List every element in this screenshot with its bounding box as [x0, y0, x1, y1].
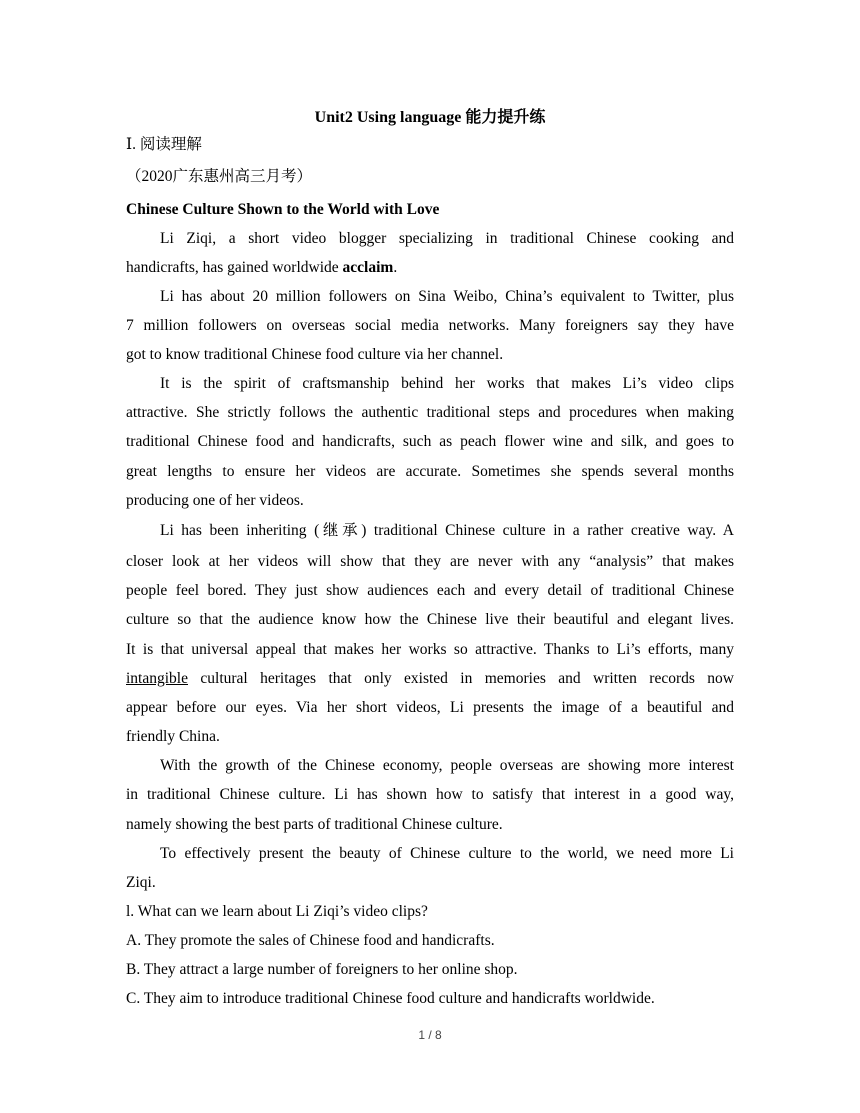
question-1-stem: l. What can we learn about Li Ziqi’s video clips? [126, 903, 428, 920]
p4-line-4: culture so that the audience know how the Chinese live their beautiful and elegant lives. [126, 611, 734, 628]
question-1-option-c: C. They aim to introduce traditional Chinese food culture and handicrafts worldwide. [126, 990, 655, 1007]
p1-line-2: handicrafts, has gained worldwide acclaim. [126, 259, 398, 276]
article-title: Chinese Culture Shown to the World with Love [126, 201, 440, 218]
page-number: 1 / 8 [418, 1028, 442, 1042]
p3-line-1: It is the spirit of craftsmanship behind her works that makes Li’s video clips [160, 375, 734, 392]
p3-line-4: great lengths to ensure her videos are accurate. Sometimes she spends several months [126, 463, 734, 480]
p4-line-2: closer look at her videos will show that they are never with any “analysis” that makes [126, 553, 734, 570]
source-note: （2020广东惠州高三月考） [126, 168, 313, 185]
p4-line-6: intangible cultural heritages that only existed in memories and written records now [126, 670, 734, 687]
p3-line-2: attractive. She strictly follows the authentic traditional steps and procedures when making [126, 404, 734, 421]
p4-line-3: people feel bored. They just show audiences each and every detail of traditional Chinese [126, 582, 734, 599]
p4-line-5: It is that universal appeal that makes her works so attractive. Thanks to Li’s efforts, many [126, 641, 734, 658]
p6-line-2: Ziqi. [126, 874, 156, 891]
section-heading: Ⅰ. 阅读理解 [126, 136, 202, 153]
p5-line-1: With the growth of the Chinese economy, people overseas are showing more interest [160, 757, 734, 774]
p4-line-8: friendly China. [126, 728, 220, 745]
p5-line-3: namely showing the best parts of traditional Chinese culture. [126, 816, 503, 833]
keyword-acclaim: acclaim [342, 259, 394, 276]
p2-line-2: 7 million followers on overseas social media networks. Many foreigners say they have [126, 317, 734, 334]
question-1-option-a: A. They promote the sales of Chinese food and handicrafts. [126, 932, 495, 949]
p4-line-1: Li has been inheriting (继承) traditional Chinese culture in a rather creative way. A [160, 522, 734, 539]
p2-line-1: Li has about 20 million followers on Sina Weibo, China’s equivalent to Twitter, plus [160, 288, 734, 305]
p1-line-1: Li Ziqi, a short video blogger specializing in traditional Chinese cooking and [160, 230, 734, 247]
page-title: Unit2 Using language 能力提升练 [314, 109, 546, 126]
p2-line-3: got to know traditional Chinese food culture via her channel. [126, 346, 504, 363]
p5-line-2: in traditional Chinese culture. Li has shown how to satisfy that interest in a good way, [126, 786, 734, 803]
question-1-option-b: B. They attract a large number of foreigners to her online shop. [126, 961, 518, 978]
p3-line-3: traditional Chinese food and handicrafts, such as peach flower wine and silk, and goes to [126, 433, 734, 450]
p6-line-1: To effectively present the beauty of Chinese culture to the world, we need more Li [160, 845, 734, 862]
keyword-intangible: intangible [126, 670, 188, 687]
p3-line-5: producing one of her videos. [126, 492, 304, 509]
p4-line-7: appear before our eyes. Via her short videos, Li presents the image of a beautiful and [126, 699, 734, 716]
